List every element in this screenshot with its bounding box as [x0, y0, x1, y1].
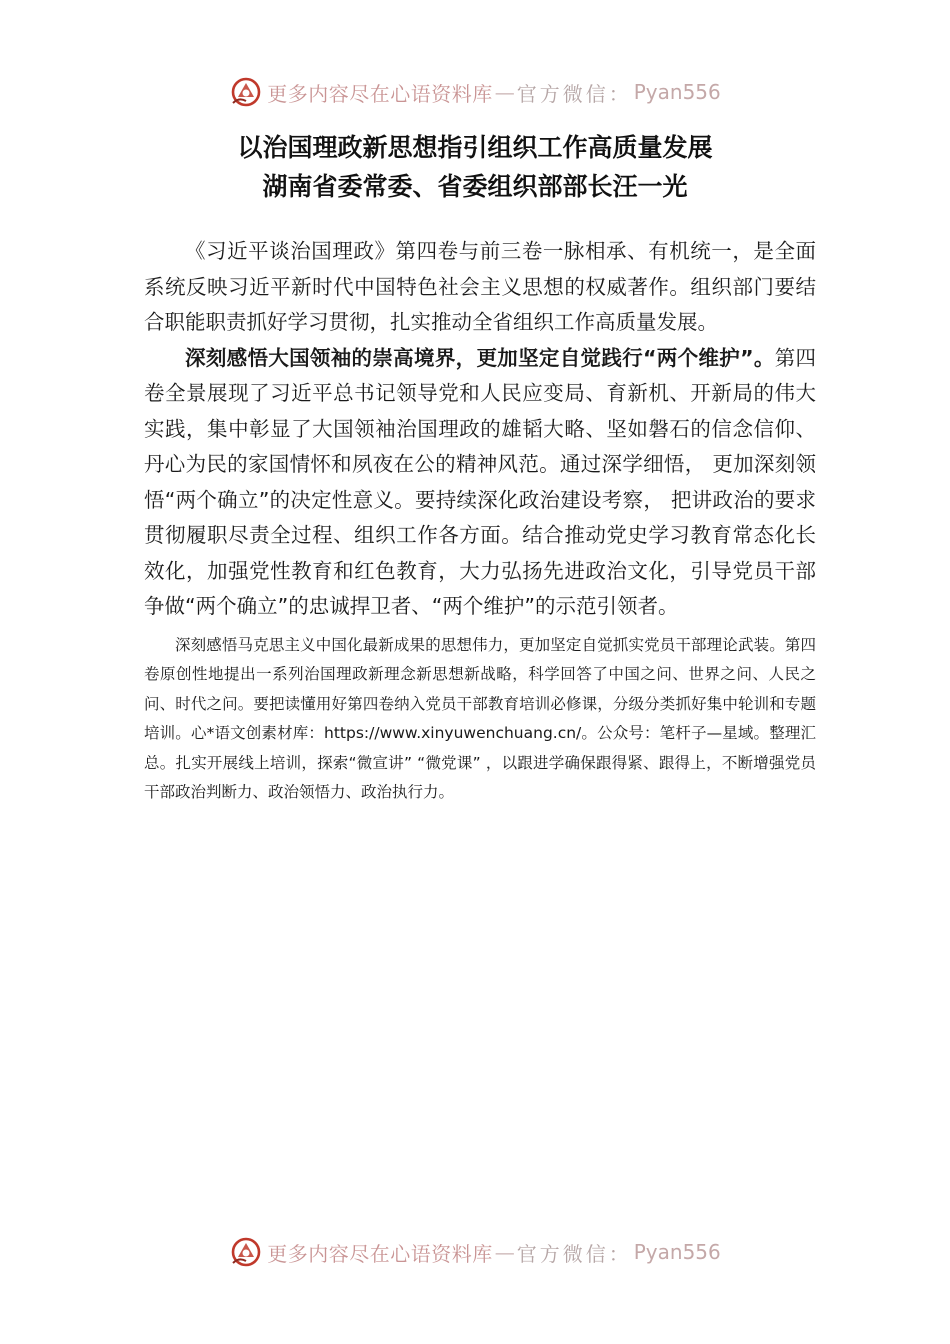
watermark-handle: Pyan556 — [633, 1240, 721, 1264]
watermark-brand: 更多内容尽在心语资料库 — [267, 1241, 493, 1266]
section-1-heading: 深刻感悟大国领袖的崇高境界，更加坚定自觉践行“两个维护”。 — [185, 345, 775, 370]
brand-logo-icon — [229, 1235, 263, 1269]
document-title: 以治国理政新思想指引组织工作高质量发展 — [237, 133, 713, 162]
watermark-dash: — — [494, 80, 515, 104]
paragraph-section-1 — [144, 341, 816, 625]
watermark-header — [0, 72, 950, 112]
brand-logo-icon — [229, 75, 263, 109]
paragraph-section-2: 深刻感悟马克思主义中国化最新成果的思想伟力，更加坚定自觉抓实党员干部理论武装。第四卷原创性地提出一系列治国理政新理念新思想新战略，科学回答了中国之问、世界之问、人民之问、时代之问。要把读懂用好第四卷纳入党员干部教育培训必修课，分级分类抓好集中轮训和专题培训。心*语文创素材库：https://www.xinyuwenchuang.cn/。公众号：笔杆子—星域。整理汇总。扎实开展线上培训，探索“微宣讲” “微党课” ，以跟进学确保跟得紧、跟得上，不断增强党员干部政治判断力、政治领悟力、政治执行力。 — [144, 635, 816, 801]
watermark-label: 官方微信： — [516, 1241, 632, 1266]
watermark-brand: 更多内容尽在心语资料库 — [267, 81, 493, 106]
watermark-dash: — — [494, 1240, 515, 1264]
watermark-footer — [0, 1232, 950, 1272]
paragraph-intro: 《习近平谈治国理政》第四卷与前三卷一脉相承、有机统一，是全面系统反映习近平新时代中国特色社会主义思想的权威著作。组织部门要结合职能职责抓好学习贯彻，扎实推动全省组织工作高质量发展。 — [144, 239, 816, 334]
watermark-label: 官方微信： — [516, 81, 632, 106]
document-body — [144, 234, 816, 808]
document-subtitle: 湖南省委常委、省委组织部部长汪一光 — [262, 172, 688, 201]
section-1-body: 第四卷全景展现了习近平总书记领导党和人民应变局、育新机、开新局的伟大实践，集中彰显了大国领袖治国理政的雄韬大略、坚如磐石的信念信仰、丹心为民的家国情怀和夙夜在公的精神风范。通过深学细悟， 更加深刻领悟“两个确立”的决定性意义。要持续深化政治建设考察， 把讲政治的要求贯彻履职尽责全过程、组织工作各方面。结合推动党史学习教育常态化长效化，加强党性教育和红色教育，大力弘扬先进政治文化，引导党员干部争做“两个确立”的忠诚捍卫者、“两个维护”的示范引领者。 — [144, 345, 817, 618]
watermark-handle: Pyan556 — [633, 80, 721, 104]
